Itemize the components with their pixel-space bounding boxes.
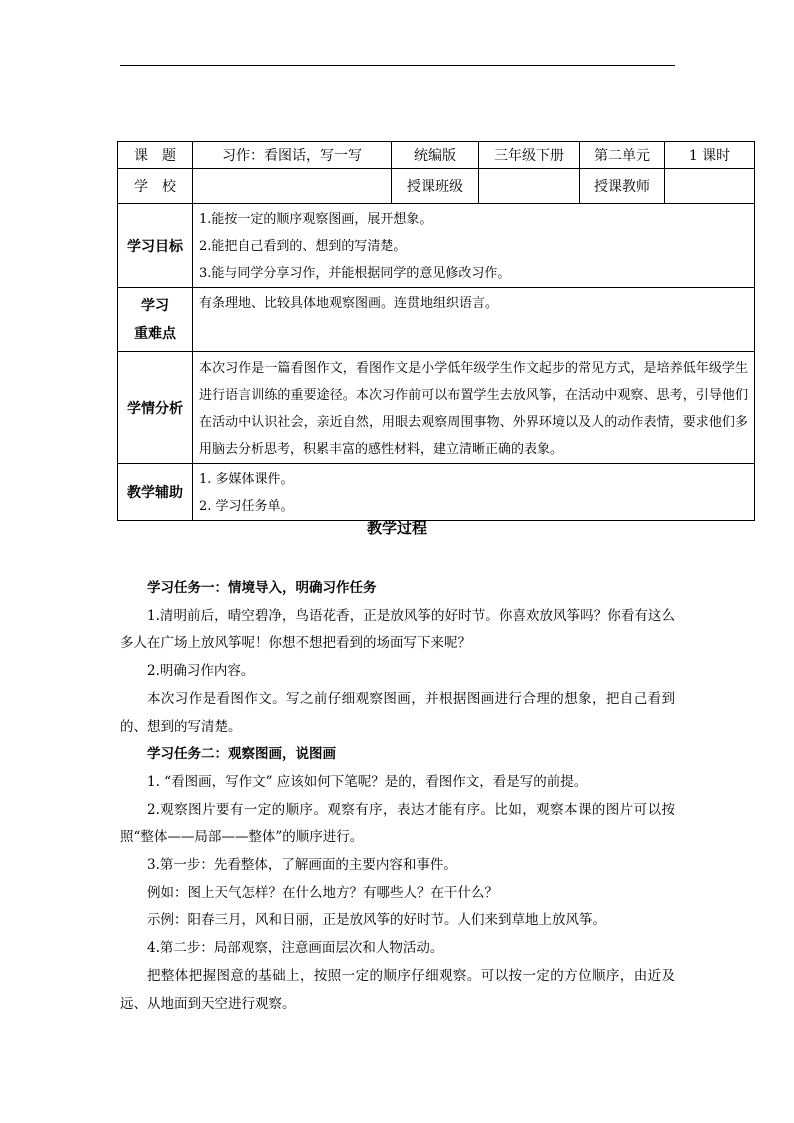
course-label: 课 题 bbox=[118, 142, 193, 169]
table-row-goals bbox=[118, 204, 755, 288]
edition: 统编版 bbox=[392, 142, 479, 169]
goal-item: 1.能按一定的顺序观察图画，展开想象。 bbox=[199, 212, 433, 227]
school-label: 学 校 bbox=[118, 169, 193, 204]
table-row-analysis bbox=[118, 352, 755, 464]
body-paragraph: 1. “看图画，写作文” 应该如何下笔呢？是的，看图作文，看是写的前提。 bbox=[147, 773, 588, 790]
goal-item: 2.能把自己看到的、想到的写清楚。 bbox=[199, 239, 407, 254]
teaching-process-body bbox=[120, 575, 675, 1018]
difficulty-text-line: 有条理地、比较具体地观察图画。连贯地组织语言。 bbox=[199, 296, 499, 311]
goals-list bbox=[193, 204, 755, 288]
body-paragraph: 本次习作是看图作文。写之前仔细观察图画，并根据图画进行合理的想象，把自己看到的、想到的写清楚。 bbox=[120, 690, 675, 735]
body-paragraph: 4.第二步：局部观察，注意画面层次和人物活动。 bbox=[147, 940, 444, 957]
unit: 第二单元 bbox=[580, 142, 665, 169]
difficulty-label bbox=[118, 288, 193, 352]
body-paragraph: 把整体把握图意的基础上，按照一定的顺序仔细观察。可以按一定的方位顺序，由近及远、从地面到天空进行观察。 bbox=[120, 967, 675, 1012]
grade: 三年级下册 bbox=[479, 142, 580, 169]
section-title: 教学过程 bbox=[366, 519, 427, 537]
class-label: 授课班级 bbox=[392, 169, 479, 204]
goals-label: 学习目标 bbox=[118, 204, 193, 288]
body-paragraph: 3.第一步：先看整体，了解画面的主要内容和事件。 bbox=[147, 857, 457, 874]
analysis-text-cell bbox=[193, 352, 755, 464]
body-paragraph: 2.观察图片要有一定的顺序。观察有序，表达才能有序。比如，观察本课的图片可以按照“整体——局部——整体”的顺序进行。 bbox=[120, 801, 675, 846]
table-row-difficulty bbox=[118, 288, 755, 352]
body-paragraph: 2.明确习作内容。 bbox=[147, 663, 255, 680]
body-paragraph: 1.清明前后，晴空碧净，鸟语花香，正是放风筝的好时节。你喜欢放风筝吗？你看有这么多人在广场上放风筝呢！你想不想把看到的场面写下来呢？ bbox=[120, 607, 675, 652]
difficulty-label-line2: 重难点 bbox=[134, 325, 176, 342]
analysis-text: 本次习作是一篇看图作文，看图作文是小学低年级学生作文起步的常见方式，是培养低年级学生进行语言训练的重要途径。本次习作前可以布置学生去放风筝，在活动中观察、思考，引导他们在活动中认识社会，亲近自然，用眼去观察周围事物、外界环境以及人的动作表情，要求他们多用脑去分析思考，积累丰富的感性材料，建立清晰正确的表象。 bbox=[199, 361, 748, 457]
class-hours: 1 课时 bbox=[665, 142, 755, 169]
aids-label: 教学辅助 bbox=[118, 464, 193, 521]
goal-item: 3.能与同学分享习作，并能根据同学的意见修改习作。 bbox=[199, 266, 511, 281]
difficulty-text bbox=[193, 288, 755, 352]
body-paragraph: 例如：图上天气怎样？在什么地方？有哪些人？在干什么？ bbox=[147, 884, 498, 901]
teacher-value bbox=[665, 169, 755, 204]
table-row-aids bbox=[118, 464, 755, 521]
task-heading: 学习任务一：情境导入，明确习作任务 bbox=[147, 580, 377, 596]
class-value bbox=[479, 169, 580, 204]
task-heading: 学习任务二：观察图画，说图画 bbox=[147, 746, 336, 763]
table-row-school bbox=[118, 169, 755, 204]
aid-item: 2. 学习任务单。 bbox=[199, 499, 294, 514]
table-row-title bbox=[118, 142, 755, 169]
difficulty-label-line1: 学习 bbox=[141, 297, 169, 314]
school-value bbox=[193, 169, 392, 204]
body-paragraph: 示例：阳春三月，风和日丽，正是放风筝的好时节。人们来到草地上放风筝。 bbox=[147, 912, 606, 929]
aid-item: 1. 多媒体课件。 bbox=[199, 472, 294, 487]
teacher-label: 授课教师 bbox=[580, 169, 665, 204]
lesson-info-table bbox=[117, 141, 755, 521]
course-title: 习作：看图话，写一写 bbox=[193, 142, 392, 169]
analysis-label: 学情分析 bbox=[118, 352, 193, 464]
aids-list bbox=[193, 464, 755, 521]
header-rule bbox=[120, 65, 675, 66]
